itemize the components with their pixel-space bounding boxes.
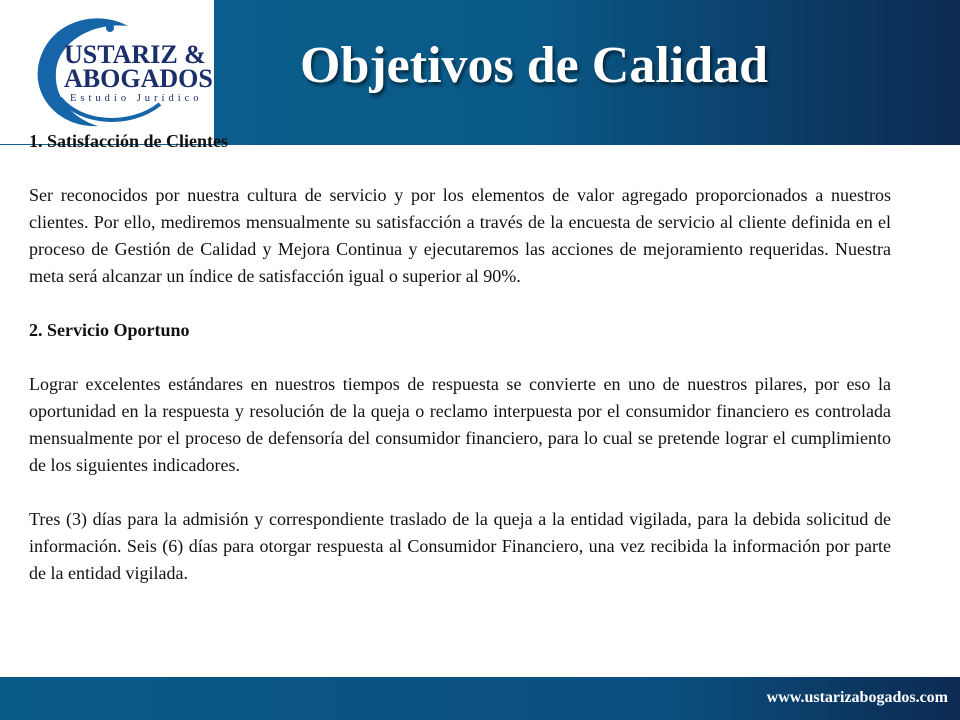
- footer-website-link[interactable]: www.ustarizabogados.com: [766, 689, 948, 706]
- logo-name-line1: USTARIZ &: [64, 40, 206, 69]
- document-body: [29, 128, 891, 587]
- section2-paragraph-1: Lograr excelentes estándares en nuestros tiempos de respuesta se convierte en uno de nuestros pilares, por eso la oportunidad en la respuesta y resolución de la queja o reclamo interpuesta por el consumidor financiero es controlada mensualmente por el proceso de defensoría del consumidor financiero, para lo cual se pretende lograr el cumplimiento de los siguientes indicadores.: [29, 374, 891, 475]
- footer-bar: [0, 677, 960, 720]
- logo-subtitle: Estudio Jurídico: [70, 93, 203, 104]
- logo: [0, 0, 214, 144]
- section1-heading: 1. Satisfacción de Clientes: [29, 131, 228, 151]
- logo-name-line2: ABOGADOS: [64, 64, 213, 93]
- page-title: Objetivos de Calidad: [300, 37, 769, 94]
- section2-heading: 2. Servicio Oportuno: [29, 320, 190, 340]
- section1-paragraph: Ser reconocidos por nuestra cultura de servicio y por los elementos de valor agregado proporcionados a nuestros clientes. Por ello, mediremos mensualmente su satisfacción a través de la encuesta de servicio al cliente definida en el proceso de Gestión de Calidad y Mejora Continua y ejecutaremos las acciones de mejoramiento requeridas. Nuestra meta será alcanzar un índice de satisfacción igual o superior al 90%.: [29, 185, 891, 286]
- section2-paragraph-2: Tres (3) días para la admisión y correspondiente traslado de la queja a la entidad vigilada, para la debida solicitud de información. Seis (6) días para otorgar respuesta al Consumidor Financiero, una vez recibida la información por parte de la entidad vigilada.: [29, 509, 891, 583]
- header-banner: [0, 0, 960, 145]
